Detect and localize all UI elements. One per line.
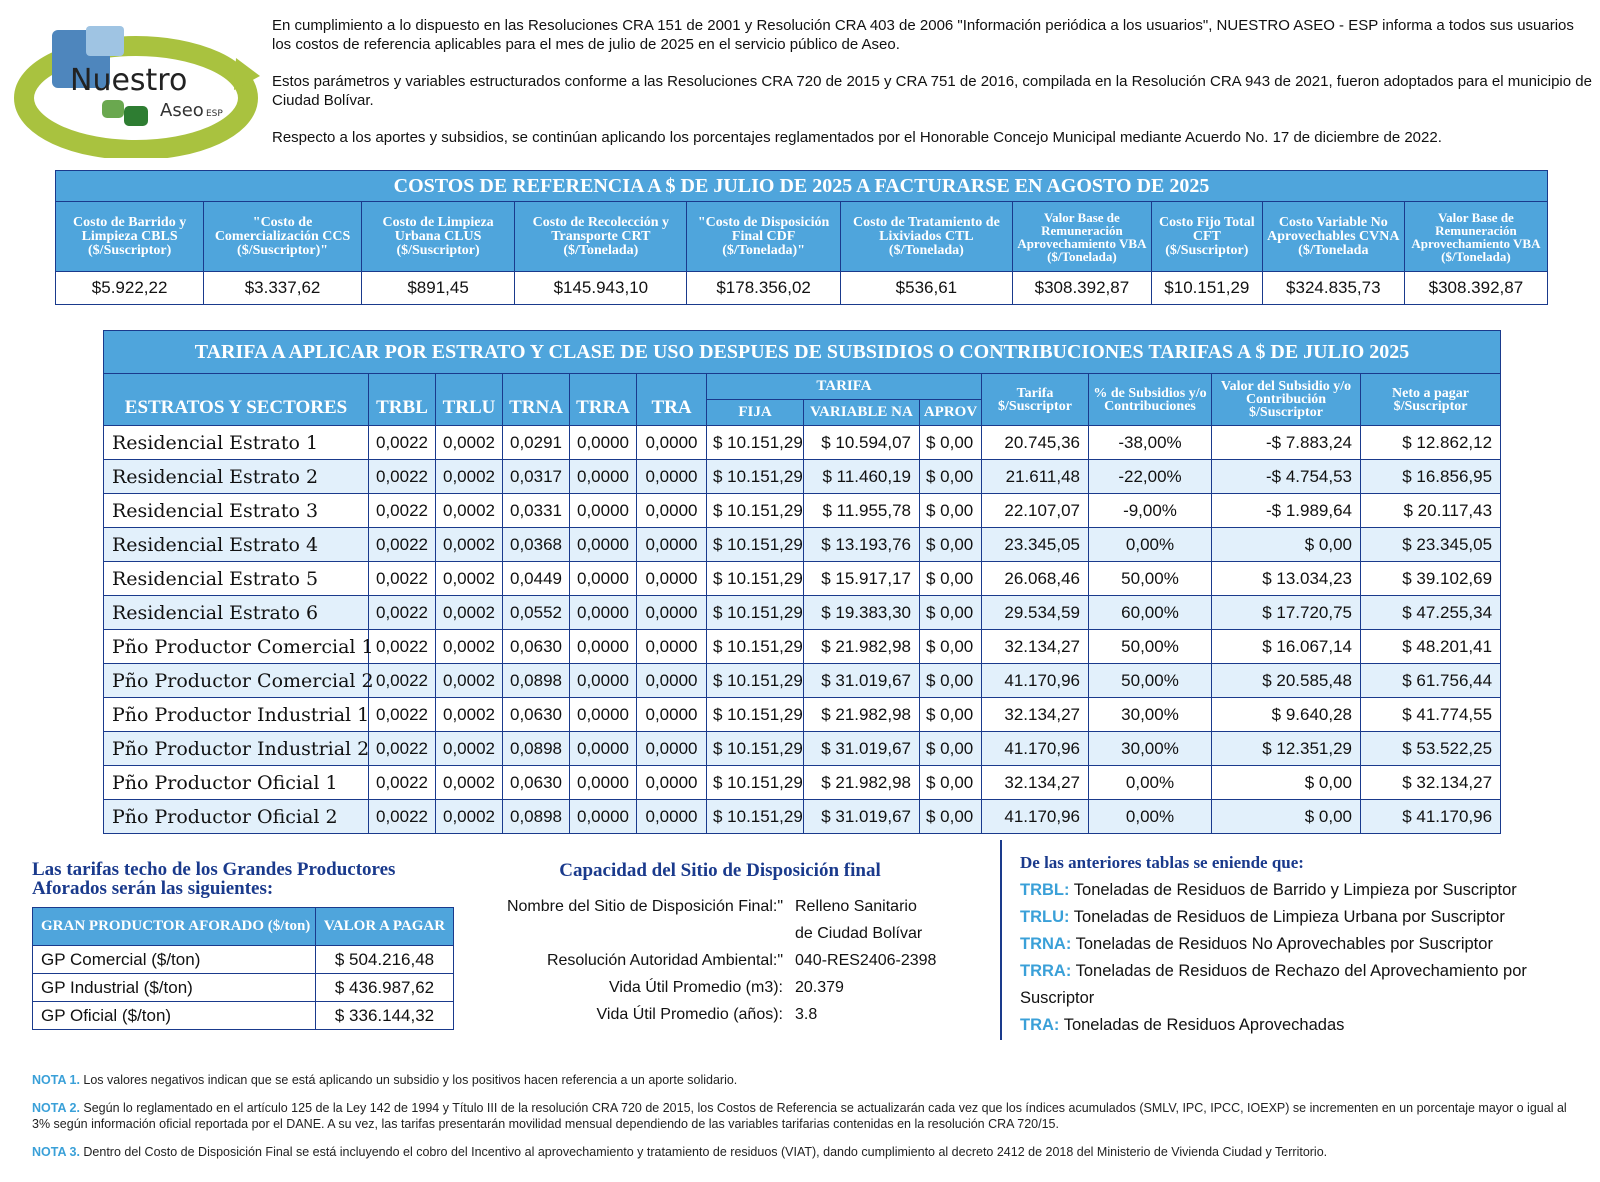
tarifa-table xyxy=(103,330,1501,834)
capacidad-value: Relleno Sanitario xyxy=(795,898,917,915)
tarifa-variable-na: $ 21.982,98 xyxy=(804,766,920,800)
costos-header: Costo Variable No Aprovechables CVNA ($/Tonelada xyxy=(1262,202,1404,272)
porcentaje-subsidio: 0,00% xyxy=(1089,800,1212,834)
tarifa-fija: $ 10.151,29 xyxy=(707,528,804,562)
definicion-key: TRA: xyxy=(1020,1016,1060,1034)
tra-value: 0,0000 xyxy=(637,528,707,562)
neto-pagar: $ 41.170,96 xyxy=(1361,800,1501,834)
estrato-name: Residencial Estrato 4 xyxy=(104,528,369,562)
capacidad-row xyxy=(470,920,990,947)
tarifa-suscriptor: 21.611,48 xyxy=(982,460,1089,494)
trlu-value: 0,0002 xyxy=(436,698,503,732)
tra-value: 0,0000 xyxy=(637,630,707,664)
tarifa-suscriptor: 32.134,27 xyxy=(982,630,1089,664)
trra-value: 0,0000 xyxy=(570,426,637,460)
definicion-text: Toneladas de Residuos de Rechazo del Aprovechamiento por Suscriptor xyxy=(1020,962,1527,1007)
tarifa-suscriptor: 29.534,59 xyxy=(982,596,1089,630)
capacidad-title: Capacidad del Sitio de Disposición final xyxy=(559,860,881,881)
capacidad-value: 040-RES2406-2398 xyxy=(795,952,937,969)
tra-value: 0,0000 xyxy=(637,426,707,460)
neto-pagar: $ 61.756,44 xyxy=(1361,664,1501,698)
definiciones-title: De las anteriores tablas se eniende que: xyxy=(1020,853,1304,872)
table-row xyxy=(104,426,1501,460)
nota-text: Los valores negativos indican que se está aplicando un subsidio y los positivos hacen referencia a un aporte solidario. xyxy=(79,1073,738,1087)
capacidad-row xyxy=(470,974,990,1001)
trra-value: 0,0000 xyxy=(570,630,637,664)
trbl-value: 0,0022 xyxy=(369,630,436,664)
trna-value: 0,0368 xyxy=(503,528,570,562)
trbl-value: 0,0022 xyxy=(369,800,436,834)
neto-pagar: $ 47.255,34 xyxy=(1361,596,1501,630)
trbl-value: 0,0022 xyxy=(369,426,436,460)
porcentaje-subsidio: -38,00% xyxy=(1089,426,1212,460)
trra-value: 0,0000 xyxy=(570,528,637,562)
costos-header: Valor Base de Remuneración Aprovechamiento VBA ($/Tonelada) xyxy=(1012,202,1151,272)
neto-pagar: $ 23.345,05 xyxy=(1361,528,1501,562)
tarifa-fija: $ 10.151,29 xyxy=(707,664,804,698)
costos-header: "Costo de Disposición Final CDF ($/Tonelada)" xyxy=(687,202,840,272)
costos-header: Costo de Limpieza Urbana CLUS ($/Suscriptor) xyxy=(361,202,514,272)
table-row xyxy=(104,732,1501,766)
logo-text-aseo: Aseo xyxy=(160,100,204,121)
tarifa-variable-na: $ 31.019,67 xyxy=(804,664,920,698)
tarifa-aprov: $ 0,00 xyxy=(920,664,982,698)
costos-header: Costo de Tratamiento de Lixiviados CTL ($/Tonelada) xyxy=(840,202,1012,272)
estrato-name: Residencial Estrato 3 xyxy=(104,494,369,528)
tarifa-aprov: $ 0,00 xyxy=(920,630,982,664)
trra-value: 0,0000 xyxy=(570,596,637,630)
trbl-value: 0,0022 xyxy=(369,766,436,800)
definicion-text: Toneladas de Residuos No Aprovechables por Suscriptor xyxy=(1071,935,1493,953)
nota-1 xyxy=(32,1072,1582,1088)
grandes-productores-title: Las tarifas techo de los Grandes Productores Aforados serán las siguientes: xyxy=(32,859,396,899)
table-row xyxy=(104,460,1501,494)
trbl-value: 0,0022 xyxy=(369,596,436,630)
tarifa-aprov: $ 0,00 xyxy=(920,800,982,834)
porcentaje-subsidio: 30,00% xyxy=(1089,732,1212,766)
trbl-value: 0,0022 xyxy=(369,528,436,562)
capacidad-row xyxy=(470,893,990,920)
tarifa-variable-na: $ 13.193,76 xyxy=(804,528,920,562)
table-row xyxy=(104,766,1501,800)
tra-value: 0,0000 xyxy=(637,732,707,766)
tarifa-aprov: $ 0,00 xyxy=(920,426,982,460)
definiciones-list xyxy=(1020,877,1580,1039)
costos-value: $308.392,87 xyxy=(1012,272,1151,305)
capacidad-list xyxy=(470,893,990,1028)
nota-label: NOTA 1. xyxy=(32,1073,80,1087)
trra-value: 0,0000 xyxy=(570,698,637,732)
nota-label: NOTA 2. xyxy=(32,1101,80,1115)
tarifa-aprov: $ 0,00 xyxy=(920,732,982,766)
header-trlu: TRLU xyxy=(436,374,503,426)
table-row xyxy=(33,946,454,974)
table-row xyxy=(104,630,1501,664)
table-row xyxy=(104,562,1501,596)
gp-value: $ 336.144,32 xyxy=(316,1002,454,1030)
estrato-name: Residencial Estrato 2 xyxy=(104,460,369,494)
costos-header: Valor Base de Remuneración Aprovechamiento VBA ($/Tonelada) xyxy=(1404,202,1547,272)
valor-subsidio: -$ 1.989,64 xyxy=(1212,494,1361,528)
table-row xyxy=(104,698,1501,732)
neto-pagar: $ 41.774,55 xyxy=(1361,698,1501,732)
porcentaje-subsidio: 50,00% xyxy=(1089,630,1212,664)
trna-value: 0,0898 xyxy=(503,664,570,698)
header-trra: TRRA xyxy=(570,374,637,426)
tarifa-fija: $ 10.151,29 xyxy=(707,698,804,732)
tarifa-title: TARIFA A APLICAR POR ESTRATO Y CLASE DE USO DESPUES DE SUBSIDIOS O CONTRIBUCIONES TARIFAS A $ DE JULIO 2025 xyxy=(104,331,1501,374)
capacidad-label: Vida Útil Promedio (años): xyxy=(596,1006,783,1023)
tarifa-aprov: $ 0,00 xyxy=(920,698,982,732)
estrato-name: Residencial Estrato 6 xyxy=(104,596,369,630)
trra-value: 0,0000 xyxy=(570,562,637,596)
trlu-value: 0,0002 xyxy=(436,528,503,562)
trlu-value: 0,0002 xyxy=(436,494,503,528)
trlu-value: 0,0002 xyxy=(436,800,503,834)
table-row xyxy=(104,596,1501,630)
table-row xyxy=(104,800,1501,834)
costos-value: $324.835,73 xyxy=(1262,272,1404,305)
tarifa-fija: $ 10.151,29 xyxy=(707,460,804,494)
valor-subsidio: $ 17.720,75 xyxy=(1212,596,1361,630)
trra-value: 0,0000 xyxy=(570,766,637,800)
tarifa-suscriptor: 26.068,46 xyxy=(982,562,1089,596)
tarifa-suscriptor: 32.134,27 xyxy=(982,698,1089,732)
tarifa-fija: $ 10.151,29 xyxy=(707,596,804,630)
estrato-name: Pño Productor Industrial 2 xyxy=(104,732,369,766)
costos-header: "Costo de Comercialización CCS ($/Suscriptor)" xyxy=(204,202,362,272)
trbl-value: 0,0022 xyxy=(369,732,436,766)
neto-pagar: $ 48.201,41 xyxy=(1361,630,1501,664)
trlu-value: 0,0002 xyxy=(436,460,503,494)
costos-value: $308.392,87 xyxy=(1404,272,1547,305)
trna-value: 0,0449 xyxy=(503,562,570,596)
tarifa-suscriptor: 41.170,96 xyxy=(982,800,1089,834)
tarifa-suscriptor: 23.345,05 xyxy=(982,528,1089,562)
header-neto-pagar: Neto a pagar $/Suscriptor xyxy=(1361,374,1501,426)
nota-2 xyxy=(32,1100,1582,1132)
capacidad-row xyxy=(470,947,990,974)
definicion-item xyxy=(1020,904,1580,931)
neto-pagar: $ 39.102,69 xyxy=(1361,562,1501,596)
header-estratos: ESTRATOS Y SECTORES xyxy=(104,374,369,426)
definicion-key: TRBL: xyxy=(1020,881,1070,899)
porcentaje-subsidio: 50,00% xyxy=(1089,562,1212,596)
tra-value: 0,0000 xyxy=(637,800,707,834)
tarifa-fija: $ 10.151,29 xyxy=(707,494,804,528)
gp-value: $ 504.216,48 xyxy=(316,946,454,974)
trna-value: 0,0630 xyxy=(503,698,570,732)
estrato-name: Pño Productor Comercial 1 xyxy=(104,630,369,664)
porcentaje-subsidio: -9,00% xyxy=(1089,494,1212,528)
trlu-value: 0,0002 xyxy=(436,562,503,596)
tra-value: 0,0000 xyxy=(637,494,707,528)
trna-value: 0,0630 xyxy=(503,630,570,664)
costos-header: Costo de Barrido y Limpieza CBLS ($/Suscriptor) xyxy=(56,202,204,272)
trra-value: 0,0000 xyxy=(570,664,637,698)
valor-subsidio: $ 9.640,28 xyxy=(1212,698,1361,732)
estrato-name: Residencial Estrato 5 xyxy=(104,562,369,596)
neto-pagar: $ 32.134,27 xyxy=(1361,766,1501,800)
intro-paragraph-2: Estos parámetros y variables estructurados conforme a las Resoluciones CRA 720 de 2015 y CRA 751 de 2016, compilada en la Resolución CRA 943 de 2021, fueron adoptados para el municipio de Ciudad Bolívar. xyxy=(272,73,1592,109)
intro-paragraph-3: Respecto a los aportes y subsidios, se continúan aplicando los porcentajes reglamentados por el Honorable Concejo Municipal mediante Acuerdo No. 17 de diciembre de 2022. xyxy=(272,129,1442,146)
porcentaje-subsidio: 60,00% xyxy=(1089,596,1212,630)
costos-header: Costo de Recolección y Transporte CRT ($/Tonelada) xyxy=(515,202,687,272)
trlu-value: 0,0002 xyxy=(436,664,503,698)
definicion-item xyxy=(1020,958,1580,1012)
table-row xyxy=(104,664,1501,698)
trna-value: 0,0291 xyxy=(503,426,570,460)
definicion-key: TRNA: xyxy=(1020,935,1072,953)
header-fija: FIJA xyxy=(707,400,804,426)
nota-text: Dentro del Costo de Disposición Final se está incluyendo el cobro del Incentivo al aprovechamiento y tratamiento de residuos (VIAT), dando cumplimiento al decreto 2412 de 2018 del Ministerio de Vivienda Ciudad y Territorio. xyxy=(79,1145,1328,1159)
nota-label: NOTA 3. xyxy=(32,1145,80,1159)
trna-value: 0,0552 xyxy=(503,596,570,630)
tarifa-suscriptor: 22.107,07 xyxy=(982,494,1089,528)
capacidad-label: Nombre del Sitio de Disposición Final:" xyxy=(506,898,783,915)
table-row xyxy=(104,528,1501,562)
valor-subsidio: $ 12.351,29 xyxy=(1212,732,1361,766)
trbl-value: 0,0022 xyxy=(369,460,436,494)
tarifa-fija: $ 10.151,29 xyxy=(707,732,804,766)
logo-text-esp: ESP xyxy=(206,109,223,119)
valor-subsidio: $ 0,00 xyxy=(1212,800,1361,834)
header-porcentaje-subsidio: % de Subsidios y/o Contribuciones xyxy=(1089,374,1212,426)
trra-value: 0,0000 xyxy=(570,800,637,834)
tarifa-aprov: $ 0,00 xyxy=(920,596,982,630)
estrato-name: Residencial Estrato 1 xyxy=(104,426,369,460)
trlu-value: 0,0002 xyxy=(436,766,503,800)
capacidad-row xyxy=(470,1001,990,1028)
capacidad-value: 3.8 xyxy=(795,1006,818,1023)
intro-text xyxy=(272,16,1594,165)
table-row xyxy=(104,494,1501,528)
tra-value: 0,0000 xyxy=(637,766,707,800)
divider xyxy=(1000,840,1002,1040)
tarifa-aprov: $ 0,00 xyxy=(920,494,982,528)
tarifa-variable-na: $ 21.982,98 xyxy=(804,698,920,732)
tarifa-aprov: $ 0,00 xyxy=(920,562,982,596)
definicion-item xyxy=(1020,931,1580,958)
estrato-name: Pño Productor Comercial 2 xyxy=(104,664,369,698)
porcentaje-subsidio: 0,00% xyxy=(1089,766,1212,800)
tarifa-suscriptor: 41.170,96 xyxy=(982,732,1089,766)
logo-text-nuestro: Nuestro xyxy=(70,63,188,98)
valor-subsidio: $ 0,00 xyxy=(1212,766,1361,800)
tarifa-variable-na: $ 19.383,30 xyxy=(804,596,920,630)
tarifa-fija: $ 10.151,29 xyxy=(707,630,804,664)
header-aprov: APROV xyxy=(920,400,982,426)
tarifa-suscriptor: 32.134,27 xyxy=(982,766,1089,800)
tarifa-fija: $ 10.151,29 xyxy=(707,426,804,460)
costos-value: $5.922,22 xyxy=(56,272,204,305)
costos-title: COSTOS DE REFERENCIA A $ DE JULIO DE 2025 A FACTURARSE EN AGOSTO DE 2025 xyxy=(56,171,1548,202)
porcentaje-subsidio: 30,00% xyxy=(1089,698,1212,732)
gp-header-name: GRAN PRODUCTOR AFORADO ($/ton) xyxy=(33,908,316,946)
gp-name: GP Oficial ($/ton) xyxy=(33,1002,316,1030)
tra-value: 0,0000 xyxy=(637,562,707,596)
header-trna: TRNA xyxy=(503,374,570,426)
trra-value: 0,0000 xyxy=(570,732,637,766)
tarifa-aprov: $ 0,00 xyxy=(920,766,982,800)
estrato-name: Pño Productor Oficial 1 xyxy=(104,766,369,800)
tarifa-variable-na: $ 15.917,17 xyxy=(804,562,920,596)
intro-paragraph-1: En cumplimiento a lo dispuesto en las Resoluciones CRA 151 de 2001 y Resolución CRA 403 de 2006 "Información periódica a los usuarios", NUESTRO ASEO - ESP informa a todos sus usuarios los costos de referencia aplicables para el mes de julio de 2025 en el servicio público de Aseo. xyxy=(272,17,1574,53)
trlu-value: 0,0002 xyxy=(436,630,503,664)
tra-value: 0,0000 xyxy=(637,596,707,630)
valor-subsidio: $ 13.034,23 xyxy=(1212,562,1361,596)
capacidad-value: de Ciudad Bolívar xyxy=(795,925,923,942)
definicion-key: TRLU: xyxy=(1020,908,1070,926)
neto-pagar: $ 12.862,12 xyxy=(1361,426,1501,460)
trbl-value: 0,0022 xyxy=(369,664,436,698)
costos-value: $891,45 xyxy=(361,272,514,305)
estrato-name: Pño Productor Industrial 1 xyxy=(104,698,369,732)
gp-header-value: VALOR A PAGAR xyxy=(316,908,454,946)
tarifa-aprov: $ 0,00 xyxy=(920,528,982,562)
definicion-item xyxy=(1020,877,1580,904)
tarifa-variable-na: $ 11.955,78 xyxy=(804,494,920,528)
tarifa-variable-na: $ 10.594,07 xyxy=(804,426,920,460)
definicion-text: Toneladas de Residuos de Barrido y Limpieza por Suscriptor xyxy=(1069,881,1517,899)
trna-value: 0,0331 xyxy=(503,494,570,528)
capacidad-label: Vida Útil Promedio (m3): xyxy=(609,979,783,996)
porcentaje-subsidio: -22,00% xyxy=(1089,460,1212,494)
gp-name: GP Industrial ($/ton) xyxy=(33,974,316,1002)
header-tra: TRA xyxy=(637,374,707,426)
trna-value: 0,0898 xyxy=(503,800,570,834)
tarifa-variable-na: $ 11.460,19 xyxy=(804,460,920,494)
capacidad-label xyxy=(470,920,795,947)
valor-subsidio: $ 0,00 xyxy=(1212,528,1361,562)
valor-subsidio: $ 20.585,48 xyxy=(1212,664,1361,698)
tarifa-body xyxy=(104,426,1501,834)
neto-pagar: $ 53.522,25 xyxy=(1361,732,1501,766)
trlu-value: 0,0002 xyxy=(436,732,503,766)
costos-header: Costo Fijo Total CFT ($/Suscriptor) xyxy=(1151,202,1262,272)
trra-value: 0,0000 xyxy=(570,494,637,528)
porcentaje-subsidio: 0,00% xyxy=(1089,528,1212,562)
tra-value: 0,0000 xyxy=(637,698,707,732)
trra-value: 0,0000 xyxy=(570,460,637,494)
tarifa-fija: $ 10.151,29 xyxy=(707,766,804,800)
gp-name: GP Comercial ($/ton) xyxy=(33,946,316,974)
tarifa-variable-na: $ 31.019,67 xyxy=(804,732,920,766)
tarifa-aprov: $ 0,00 xyxy=(920,460,982,494)
trna-value: 0,0898 xyxy=(503,732,570,766)
capacidad-label: Resolución Autoridad Ambiental:" xyxy=(546,952,783,969)
table-row xyxy=(33,974,454,1002)
tarifa-suscriptor: 41.170,96 xyxy=(982,664,1089,698)
tarifa-fija: $ 10.151,29 xyxy=(707,562,804,596)
tarifa-variable-na: $ 31.019,67 xyxy=(804,800,920,834)
costos-value: $3.337,62 xyxy=(204,272,362,305)
definicion-key: TRRA: xyxy=(1020,962,1072,980)
header-valor-subsidio: Valor del Subsidio y/o Contribución $/Suscriptor xyxy=(1212,374,1361,426)
costos-value: $178.356,02 xyxy=(687,272,840,305)
estrato-name: Pño Productor Oficial 2 xyxy=(104,800,369,834)
costos-value: $536,61 xyxy=(840,272,1012,305)
header-tarifa-suscriptor: Tarifa $/Suscriptor xyxy=(982,374,1089,426)
neto-pagar: $ 16.856,95 xyxy=(1361,460,1501,494)
trbl-value: 0,0022 xyxy=(369,494,436,528)
tarifa-suscriptor: 20.745,36 xyxy=(982,426,1089,460)
nuestro-aseo-logo xyxy=(8,18,266,158)
tra-value: 0,0000 xyxy=(637,664,707,698)
header-variable-na: VARIABLE NA xyxy=(804,400,920,426)
costos-referencia-table xyxy=(55,170,1548,305)
trlu-value: 0,0002 xyxy=(436,596,503,630)
definicion-item xyxy=(1020,1012,1580,1039)
grandes-productores-table xyxy=(32,907,454,1030)
gp-value: $ 436.987,62 xyxy=(316,974,454,1002)
trna-value: 0,0630 xyxy=(503,766,570,800)
costos-value: $10.151,29 xyxy=(1151,272,1262,305)
porcentaje-subsidio: 50,00% xyxy=(1089,664,1212,698)
header-trbl: TRBL xyxy=(369,374,436,426)
definicion-text: Toneladas de Residuos de Limpieza Urbana por Suscriptor xyxy=(1069,908,1505,926)
definicion-text: Toneladas de Residuos Aprovechadas xyxy=(1059,1016,1345,1034)
table-row xyxy=(33,1002,454,1030)
nota-3 xyxy=(32,1144,1582,1160)
tarifa-fija: $ 10.151,29 xyxy=(707,800,804,834)
neto-pagar: $ 20.117,43 xyxy=(1361,494,1501,528)
trna-value: 0,0317 xyxy=(503,460,570,494)
valor-subsidio: $ 16.067,14 xyxy=(1212,630,1361,664)
nota-text: Según lo reglamentado en el artículo 125 de la Ley 142 de 1994 y Título III de la resolución CRA 720 de 2015, los Costos de Referencia se actualizarán cada vez que los índices acumulados (SMLV, IPC, IPCC, IOEXP) se incrementen en un porcentaje mayor o igual al 3% según información oficial reportada por el DANE. A su vez, las tarifas presentarán movilidad mensual dependiendo de las variables tarifarias contenidas en la resolución CRA 720/15. xyxy=(32,1101,1567,1131)
tarifa-variable-na: $ 21.982,98 xyxy=(804,630,920,664)
trbl-value: 0,0022 xyxy=(369,698,436,732)
capacidad-value: 20.379 xyxy=(795,979,844,996)
trbl-value: 0,0022 xyxy=(369,562,436,596)
trlu-value: 0,0002 xyxy=(436,426,503,460)
notas xyxy=(32,1072,1582,1172)
header-tarifa: TARIFA xyxy=(707,374,982,400)
valor-subsidio: -$ 4.754,53 xyxy=(1212,460,1361,494)
costos-value: $145.943,10 xyxy=(515,272,687,305)
tra-value: 0,0000 xyxy=(637,460,707,494)
valor-subsidio: -$ 7.883,24 xyxy=(1212,426,1361,460)
